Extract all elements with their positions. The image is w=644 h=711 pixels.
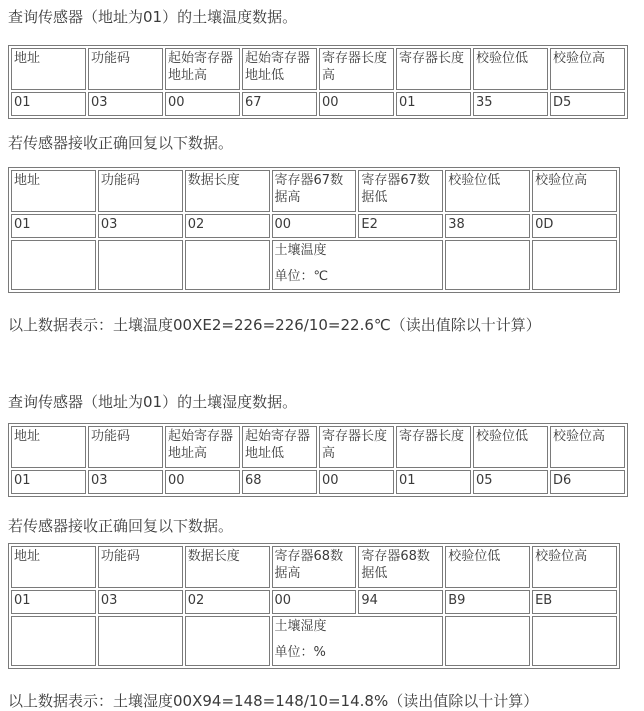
header-cell-function-code: 功能码 <box>98 546 183 588</box>
value-cell: 00 <box>165 92 240 116</box>
value-cell: EB <box>532 590 617 614</box>
header-cell-address: 地址 <box>11 426 86 468</box>
hum-summary: 以上数据表示：土壤湿度00X94=148=148/10=14.8%（读出值除以十计算） <box>8 692 539 710</box>
hum-query-table <box>8 423 628 497</box>
value-cell: 01 <box>396 92 471 116</box>
empty-cell <box>185 240 270 290</box>
empty-cell <box>11 616 96 666</box>
temp-query-table <box>8 45 628 119</box>
value-cell: 94 <box>358 590 443 614</box>
value-cell: D5 <box>550 92 625 116</box>
value-cell: 03 <box>98 214 183 238</box>
temp-note-unit: 单位：℃ <box>274 269 329 284</box>
hum-note-cell <box>272 616 444 666</box>
hum-note-unit: 单位：% <box>274 645 326 660</box>
hum-reply-header-row <box>11 546 617 588</box>
temp-query-header-row <box>11 48 625 90</box>
header-cell-reg-len-high: 寄存器长度高 <box>319 48 394 90</box>
value-cell: 01 <box>11 92 86 116</box>
header-cell-function-code: 功能码 <box>88 48 163 90</box>
value-cell: 03 <box>98 590 183 614</box>
value-cell: 01 <box>11 590 96 614</box>
header-cell-reg-len-high: 寄存器长度高 <box>319 426 394 468</box>
header-cell-data-length: 数据长度 <box>185 546 270 588</box>
value-cell: 05 <box>473 470 548 494</box>
header-cell-start-reg-low: 起始寄存器地址低 <box>242 426 317 468</box>
temp-summary: 以上数据表示：土壤温度00XE2=226=226/10=22.6℃（读出值除以十计算） <box>8 316 541 334</box>
header-cell-crc-high: 校验位高 <box>532 546 617 588</box>
hum-reply-value-row <box>11 590 617 614</box>
empty-cell <box>185 616 270 666</box>
header-cell-reg68-data-high: 寄存器68数据高 <box>272 546 357 588</box>
header-cell-reg67-data-low: 寄存器67数据低 <box>358 170 443 212</box>
value-cell: 03 <box>88 92 163 116</box>
empty-cell <box>98 616 183 666</box>
value-cell: 35 <box>473 92 548 116</box>
empty-cell <box>445 240 530 290</box>
hum-reply-intro: 若传感器接收正确回复以下数据。 <box>8 517 234 535</box>
header-cell-crc-low: 校验位低 <box>473 48 548 90</box>
header-cell-crc-high: 校验位高 <box>532 170 617 212</box>
value-cell: 00 <box>319 470 394 494</box>
header-cell-reg67-data-high: 寄存器67数据高 <box>272 170 357 212</box>
temp-reply-table <box>8 167 620 293</box>
header-cell-crc-low: 校验位低 <box>445 546 530 588</box>
hum-query-value-row <box>11 470 625 494</box>
value-cell: 01 <box>11 214 96 238</box>
temp-reply-value-row <box>11 214 617 238</box>
hum-note-label: 土壤湿度 <box>274 619 327 634</box>
header-cell-reg68-data-low: 寄存器68数据低 <box>358 546 443 588</box>
value-cell: E2 <box>358 214 443 238</box>
value-cell: 00 <box>165 470 240 494</box>
header-cell-address: 地址 <box>11 170 96 212</box>
value-cell: 01 <box>11 470 86 494</box>
hum-reply-table <box>8 543 620 669</box>
header-cell-crc-low: 校验位低 <box>445 170 530 212</box>
value-cell: 03 <box>88 470 163 494</box>
header-cell-address: 地址 <box>11 546 96 588</box>
value-cell: 00 <box>319 92 394 116</box>
value-cell: D6 <box>550 470 625 494</box>
temp-query-value-row <box>11 92 625 116</box>
value-cell: 67 <box>242 92 317 116</box>
value-cell: 00 <box>272 214 357 238</box>
header-cell-data-length: 数据长度 <box>185 170 270 212</box>
value-cell: 02 <box>185 590 270 614</box>
temp-note-cell <box>272 240 444 290</box>
value-cell: 68 <box>242 470 317 494</box>
value-cell: 02 <box>185 214 270 238</box>
hum-note-row <box>11 616 617 666</box>
temp-note-row <box>11 240 617 290</box>
empty-cell <box>532 616 617 666</box>
value-cell: 38 <box>445 214 530 238</box>
temp-note-label: 土壤温度 <box>274 243 327 258</box>
header-cell-reg-len: 寄存器长度 <box>396 48 471 90</box>
value-cell: 01 <box>396 470 471 494</box>
empty-cell <box>98 240 183 290</box>
header-cell-start-reg-low: 起始寄存器地址低 <box>242 48 317 90</box>
temp-reply-header-row <box>11 170 617 212</box>
header-cell-crc-high: 校验位高 <box>550 426 625 468</box>
temp-query-title: 查询传感器（地址为01）的土壤温度数据。 <box>8 8 298 26</box>
header-cell-start-reg-high: 起始寄存器地址高 <box>165 48 240 90</box>
value-cell: 0D <box>532 214 617 238</box>
value-cell: B9 <box>445 590 530 614</box>
header-cell-crc-low: 校验位低 <box>473 426 548 468</box>
header-cell-crc-high: 校验位高 <box>550 48 625 90</box>
empty-cell <box>11 240 96 290</box>
document-page <box>0 8 644 711</box>
hum-query-title: 查询传感器（地址为01）的土壤湿度数据。 <box>8 393 298 411</box>
hum-query-header-row <box>11 426 625 468</box>
temp-reply-intro: 若传感器接收正确回复以下数据。 <box>8 134 234 152</box>
empty-cell <box>532 240 617 290</box>
header-cell-start-reg-high: 起始寄存器地址高 <box>165 426 240 468</box>
header-cell-address: 地址 <box>11 48 86 90</box>
header-cell-reg-len: 寄存器长度 <box>396 426 471 468</box>
header-cell-function-code: 功能码 <box>98 170 183 212</box>
value-cell: 00 <box>272 590 357 614</box>
empty-cell <box>445 616 530 666</box>
header-cell-function-code: 功能码 <box>88 426 163 468</box>
